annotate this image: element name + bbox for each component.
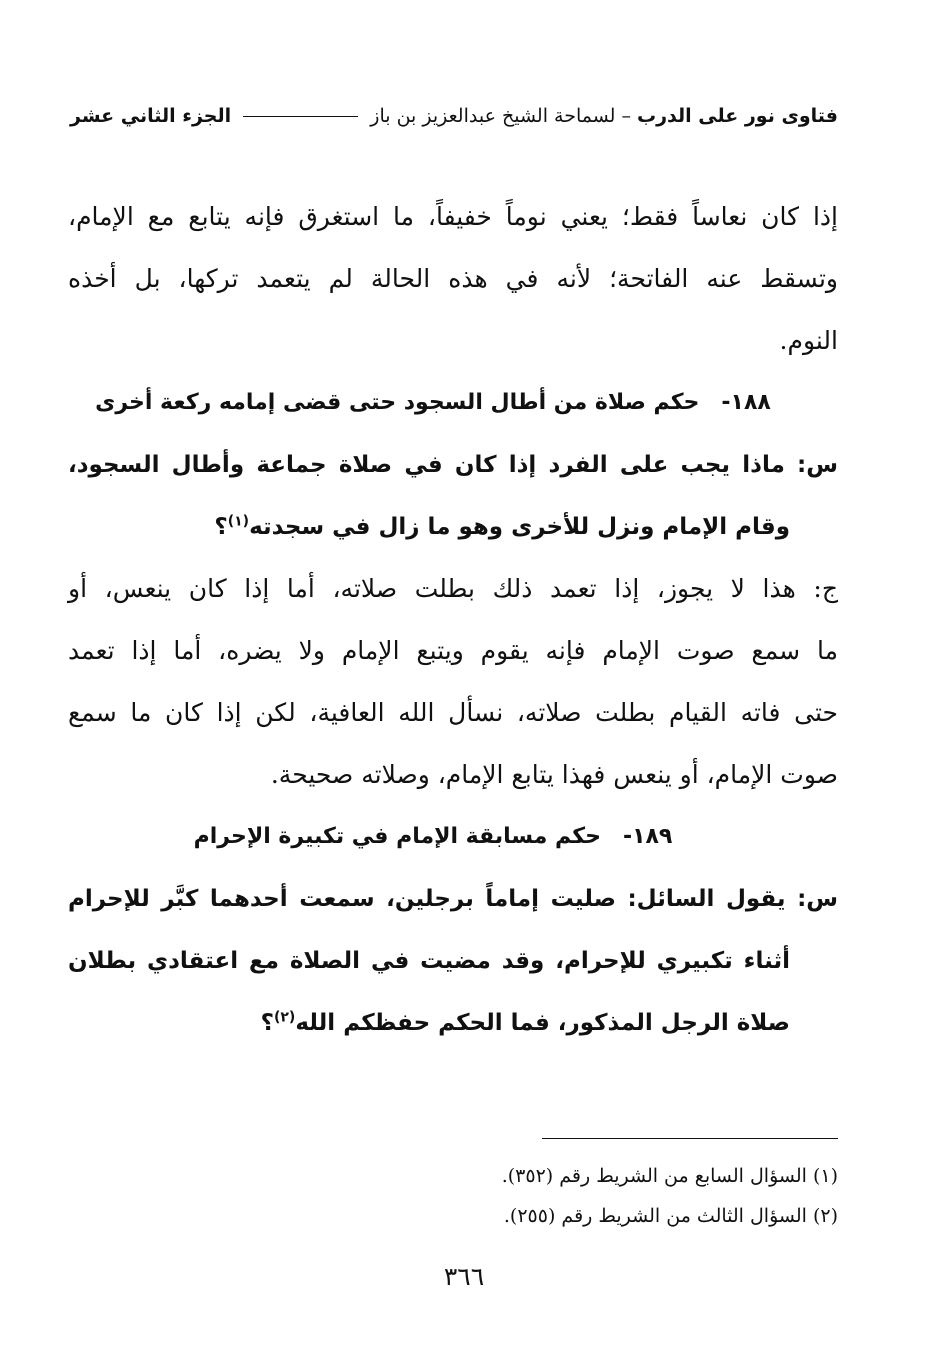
footnote: (١) السؤال السابع من الشريط رقم (٣٥٢).	[501, 1165, 838, 1187]
text-line: النوم.	[779, 326, 838, 355]
question-text: صلاة الرجل المذكور، فما الحكم حفظكم الله	[295, 1010, 790, 1036]
question-mark: ؟	[214, 514, 228, 540]
intro-paragraph	[68, 186, 838, 372]
answer-188	[68, 558, 838, 806]
footnote: (٢) السؤال الثالث من الشريط رقم (٢٥٥).	[503, 1205, 838, 1227]
question-188	[68, 434, 838, 558]
question-text: وقام الإمام ونزل للأخرى وهو ما زال في سجدته	[249, 514, 790, 540]
section-number: ١٨٨-	[721, 390, 771, 415]
page-body	[68, 186, 838, 1054]
section-heading-188	[68, 372, 838, 434]
running-header	[70, 94, 838, 138]
question-189	[68, 868, 838, 1054]
question-line	[68, 992, 838, 1054]
question-line: س: يقول السائل: صليت إماماً برجلين، سمعت أحدهما كبَّر للإحرام	[68, 886, 838, 912]
answer-line: حتى فاته القيام بطلت صلاته، نسأل الله العافية، لكن إذا كان ما سمع	[68, 698, 838, 727]
section-title: حكم صلاة من أطال السجود حتى قضى إمامه ركعة أخرى	[95, 390, 700, 415]
page-number: ٣٦٦	[443, 1262, 485, 1291]
question-line: أثناء تكبيري للإحرام، وقد مضيت في الصلاة مع اعتقادي بطلان	[68, 948, 790, 974]
section-title: حكم مسابقة الإمام في تكبيرة الإحرام	[193, 824, 601, 849]
text-line: إذا كان نعاساً فقط؛ يعني نوماً خفيفاً، ما استغرق فإنه يتابع مع الإمام،	[68, 202, 838, 231]
question-mark: ؟	[260, 1010, 274, 1036]
footnote-divider	[542, 1138, 838, 1139]
text-line: وتسقط عنه الفاتحة؛ لأنه في هذه الحالة لم يتعمد تركها، بل أخذه	[68, 264, 838, 293]
answer-line: صوت الإمام، أو ينعس فهذا يتابع الإمام، وصلاته صحيحة.	[270, 760, 838, 789]
header-book-title: فتاوى نور على الدرب	[637, 105, 838, 127]
footnotes	[300, 1156, 838, 1236]
answer-line: ج: هذا لا يجوز، إذا تعمد ذلك بطلت صلاته، أما إذا كان ينعس، أو	[68, 574, 838, 603]
question-line	[68, 496, 838, 558]
section-heading-189	[68, 806, 838, 868]
footnote-reference: (٢)	[273, 1009, 296, 1026]
answer-line: ما سمع صوت الإمام فإنه يقوم ويتبع الإمام ولا يضره، أما إذا تعمد	[68, 636, 838, 665]
header-author: – لسماحة الشيخ عبدالعزيز بن باز	[370, 105, 631, 127]
question-line: س: ماذا يجب على الفرد إذا كان في صلاة جماعة وأطال السجود،	[68, 452, 838, 478]
header-rule	[243, 116, 358, 117]
footnote-reference: (١)	[227, 513, 250, 530]
section-number: ١٨٩-	[622, 824, 673, 849]
header-volume: الجزء الثاني عشر	[70, 105, 232, 127]
